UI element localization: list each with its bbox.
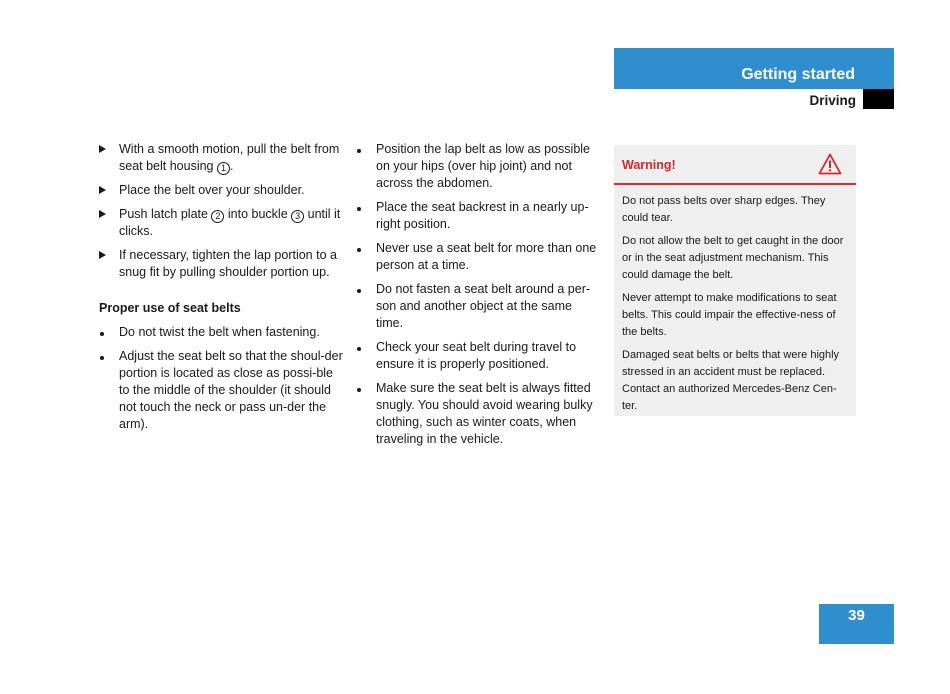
bullet-dot-icon xyxy=(99,324,113,341)
arrow-bullet-icon xyxy=(99,141,113,158)
bullet-dot-icon xyxy=(356,199,370,216)
bullet-dot-icon xyxy=(356,339,370,356)
warning-triangle-icon xyxy=(818,153,842,175)
warning-paragraph: Do not pass belts over sharp edges. They could tear. xyxy=(622,195,826,224)
warning-paragraph: Damaged seat belts or belts that were highly stressed in an accident must be replaced. Contact an authorized Mercedes-Benz Cen-ter. xyxy=(622,349,840,412)
list-text: Position the lap belt as low as possible on your hips (over hip joint) and not across the abdomen. xyxy=(376,142,591,190)
list-text: Do not fasten a seat belt around a per-son and another object at the same time. xyxy=(376,282,591,330)
subheading: Proper use of seat belts xyxy=(99,301,241,315)
warning-header xyxy=(614,145,856,185)
list-item xyxy=(356,240,601,274)
list-item xyxy=(356,141,601,192)
warning-box xyxy=(614,145,856,416)
list-text: Adjust the seat belt so that the shoul-der portion is located as close as possi-ble to the middle of the shoulder (it should not touch the neck or pass un-der the arm). xyxy=(119,349,343,431)
arrow-bullet-icon xyxy=(99,206,113,223)
bullet-dot-icon xyxy=(99,348,113,365)
step-text: Place the belt over your shoulder. xyxy=(119,183,305,197)
warning-body xyxy=(614,185,856,415)
step-item xyxy=(99,141,344,175)
arrow-bullet-icon xyxy=(99,247,113,264)
bullet-dot-icon xyxy=(356,380,370,397)
list-item xyxy=(356,281,601,332)
step-text: With a smooth motion, pull the belt from seat belt housing xyxy=(119,142,340,173)
step-text: . xyxy=(230,159,234,173)
bullet-dot-icon xyxy=(356,240,370,257)
page-number: 39 xyxy=(819,604,894,644)
subsection-title: Driving xyxy=(809,93,856,108)
arrow-bullet-icon xyxy=(99,182,113,199)
bullet-dot-icon xyxy=(356,281,370,298)
list-item xyxy=(356,380,601,448)
step-text: until it clicks. xyxy=(119,207,341,238)
step-text: Push latch plate xyxy=(119,207,212,221)
warning-paragraph: Do not allow the belt to get caught in the door or in the seat adjustment mechanism. This could damage the belt. xyxy=(622,235,844,281)
subsection-marker xyxy=(863,89,894,109)
list-text: Place the seat backrest in a nearly up-right position. xyxy=(376,200,589,231)
callout-number: 3 xyxy=(291,210,304,223)
left-column xyxy=(99,141,344,440)
list-item xyxy=(99,348,344,433)
list-text: Do not twist the belt when fastening. xyxy=(119,325,320,339)
callout-number: 2 xyxy=(211,210,224,223)
step-item xyxy=(99,182,344,199)
list-text: Make sure the seat belt is always fitted snugly. You should avoid wearing bulky clothing, such as winter coats, when traveling in the vehicle. xyxy=(376,381,593,446)
section-header xyxy=(614,48,894,89)
list-item xyxy=(99,324,344,341)
list-item xyxy=(356,339,601,373)
warning-paragraph: Never attempt to make modifications to seat belts. This could impair the effective-ness of the belts. xyxy=(622,292,837,338)
step-text: If necessary, tighten the lap portion to a snug fit by pulling shoulder portion up. xyxy=(119,248,337,279)
callout-number: 1 xyxy=(217,162,230,175)
middle-column xyxy=(356,141,601,455)
step-text: into buckle xyxy=(224,207,292,221)
warning-title: Warning! xyxy=(622,158,676,172)
step-item xyxy=(99,206,344,240)
list-text: Check your seat belt during travel to ensure it is properly positioned. xyxy=(376,340,577,371)
bullet-dot-icon xyxy=(356,141,370,158)
step-item xyxy=(99,247,344,281)
list-item xyxy=(356,199,601,233)
list-text: Never use a seat belt for more than one person at a time. xyxy=(376,241,597,272)
section-title: Getting started xyxy=(741,66,855,83)
